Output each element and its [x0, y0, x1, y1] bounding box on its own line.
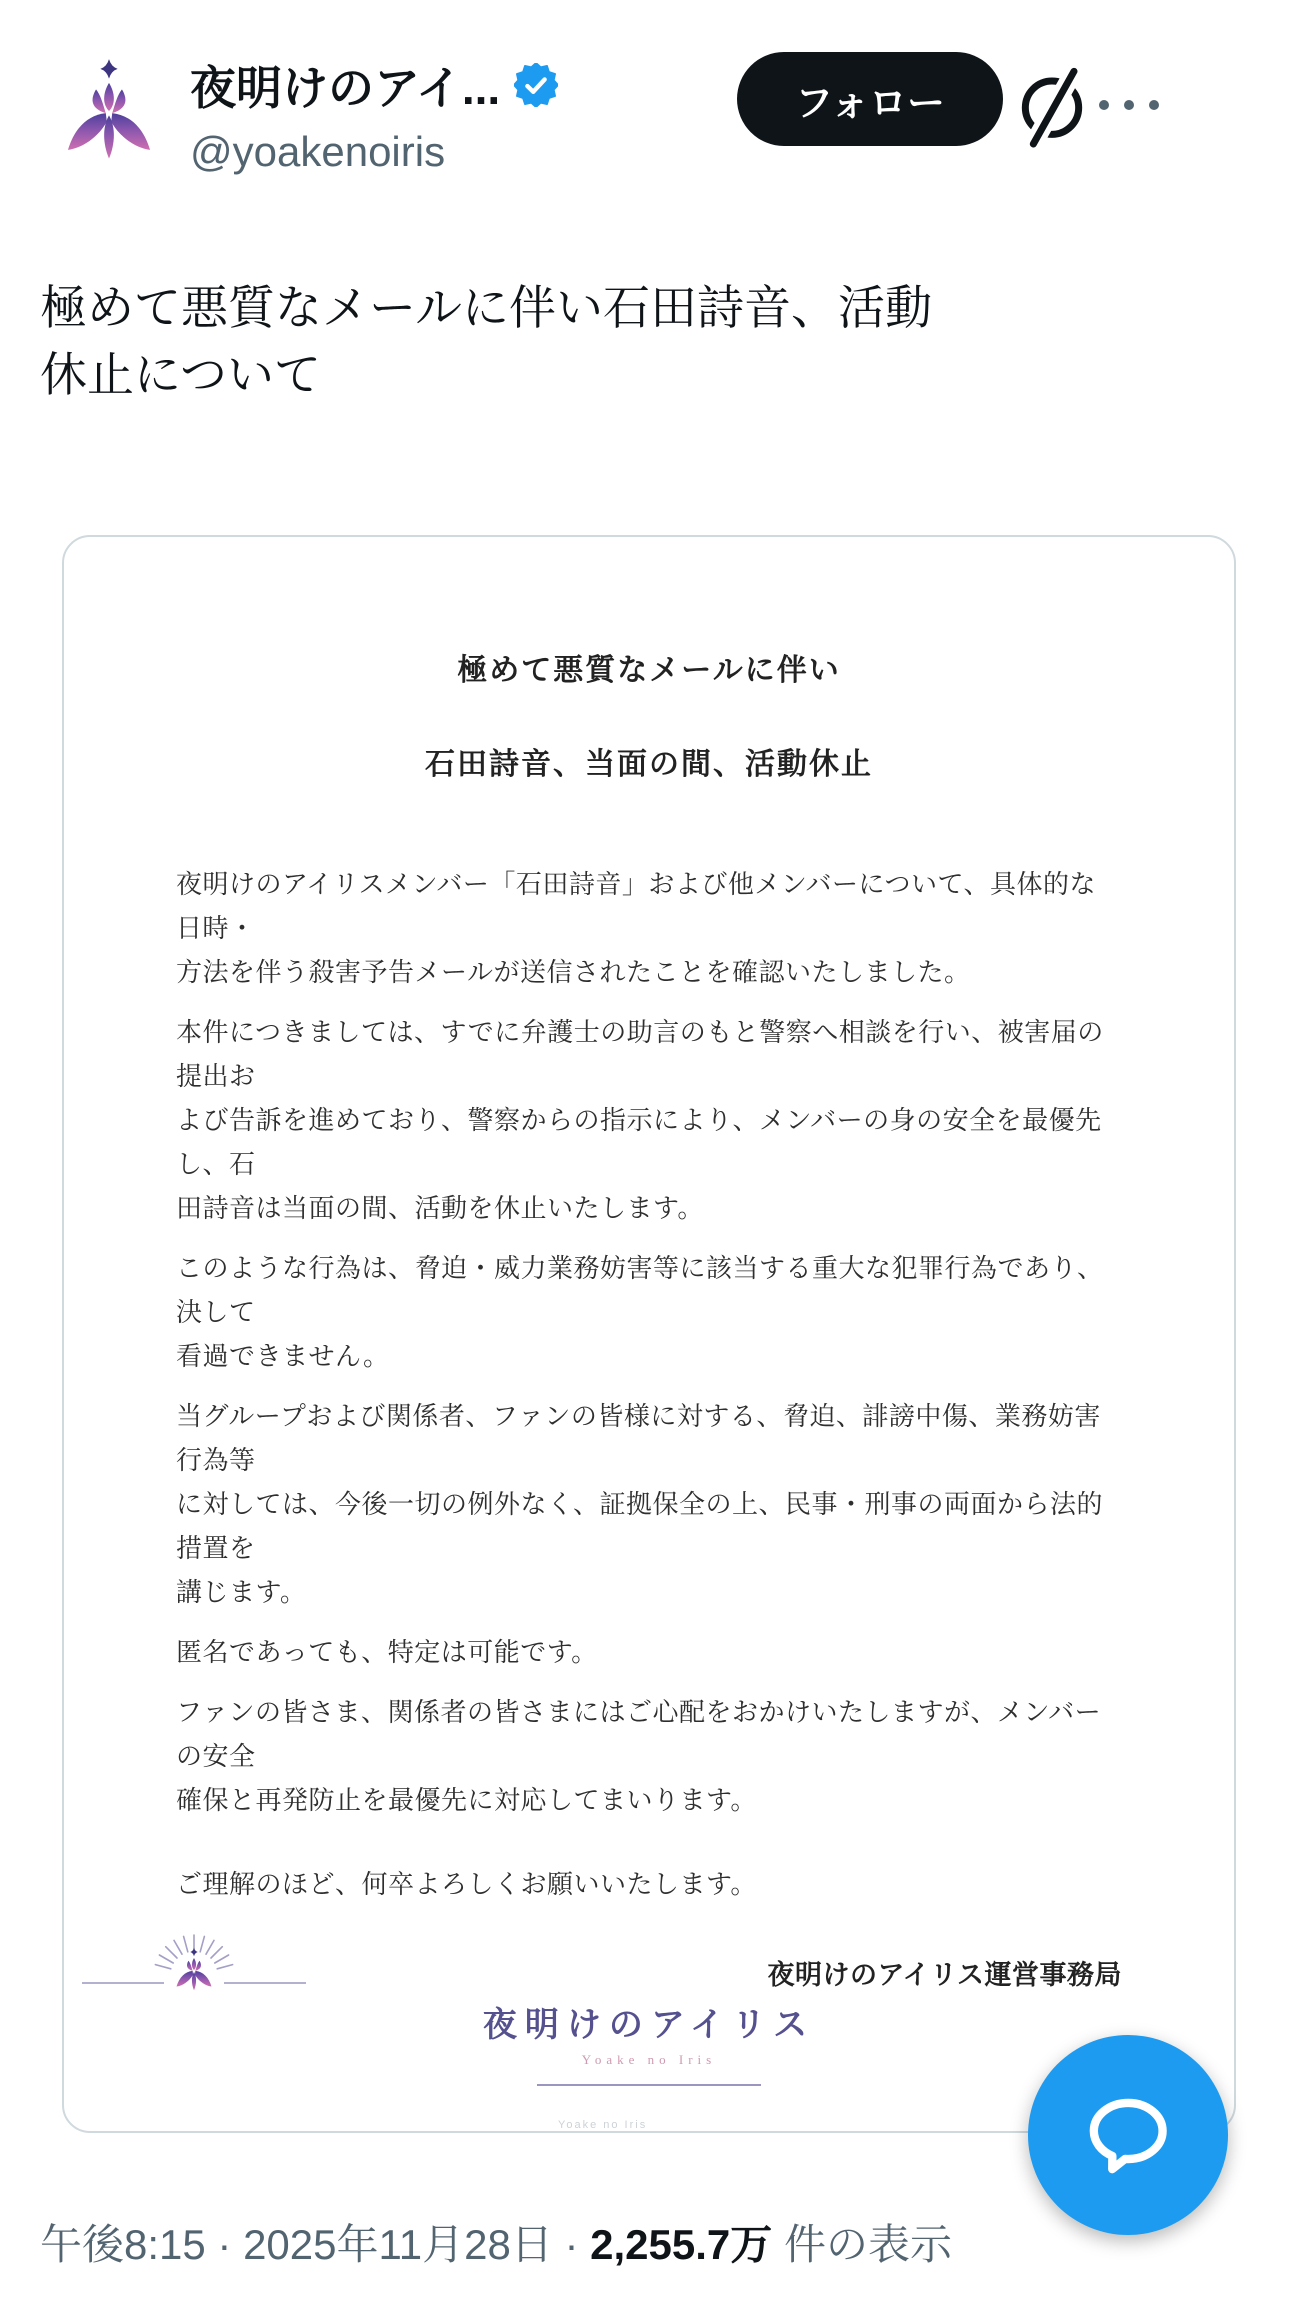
grok-icon	[1012, 62, 1092, 150]
tweet-meta	[40, 2212, 952, 2272]
document-paragraph	[176, 1631, 1122, 1675]
grok-button[interactable]	[1012, 62, 1092, 150]
document-signature: 夜明けのアイリス運営事務局	[767, 1960, 1122, 1990]
document-line: よび告訴を進めており、警察からの指示により、メンバーの身の安全を最優先し、石	[176, 1106, 1102, 1179]
document-line: 匿名であっても、特定は可能です。	[176, 1638, 598, 1667]
document-paragraph	[176, 1247, 1122, 1379]
document-line: 確保と再発防止を最優先に対応してまいります。	[176, 1786, 757, 1815]
logo-sunrise-iris-icon	[64, 1925, 324, 1995]
iris-flower-icon	[55, 57, 163, 165]
document-paragraph	[176, 1691, 1122, 1823]
views-label: 件の表示	[772, 2221, 952, 2268]
avatar[interactable]	[52, 54, 166, 168]
author-handle[interactable]: @yoakenoiris	[190, 128, 446, 175]
document-title-line-2: 石田詩音、当面の間、活動休止	[425, 748, 873, 781]
document-watermark: Yoake no Iris	[558, 2119, 648, 2131]
document-paragraph	[176, 1011, 1122, 1231]
follow-button[interactable]	[737, 52, 1003, 146]
tweet-text-line: 休止について	[40, 348, 322, 401]
document-line: 田詩音は当面の間、活動を休止いたします。	[176, 1194, 704, 1223]
more-options-button[interactable]	[1096, 92, 1166, 118]
display-name: 夜明けのアイ...	[190, 62, 501, 114]
document-paragraph	[176, 1863, 1122, 1907]
logo-subtitle: Yoake no Iris	[581, 2052, 717, 2067]
document-paragraph	[176, 1395, 1122, 1615]
time-and-date: 午後8:15 · 2025年11月28日 ·	[40, 2221, 591, 2268]
document-line: ファンの皆さま、関係者の皆さまにはご心配をおかけいたしますが、メンバーの安全	[176, 1698, 1102, 1771]
document-line: このような行為は、脅迫・威力業務妨害等に該当する重大な犯罪行為であり、決して	[176, 1254, 1104, 1327]
views-count: 2,255.7万	[590, 2221, 773, 2268]
attached-image-announcement[interactable]	[62, 535, 1236, 2133]
more-options-icon	[1096, 97, 1162, 113]
announcement-document	[64, 537, 1234, 2131]
grok-chat-fab[interactable]	[1028, 2035, 1228, 2235]
author-name-row[interactable]	[190, 56, 558, 114]
document-paragraph	[176, 863, 1122, 995]
logo-title: 夜明けのアイリス	[482, 2007, 816, 2044]
document-body	[176, 863, 1122, 1997]
tweet-text	[40, 274, 1265, 408]
document-line: 方法を伴う殺害予告メールが送信されたことを確認いたしました。	[176, 958, 971, 987]
chat-bubble-icon	[1078, 2085, 1178, 2185]
logo-divider	[537, 2084, 761, 2086]
document-line: 看過できません。	[176, 1342, 390, 1371]
document-paragraphs	[176, 863, 1122, 1907]
document-title-line-1: 極めて悪質なメールに伴い	[457, 654, 841, 687]
follow-button-label: フォロー	[794, 82, 946, 125]
document-line: 講じます。	[176, 1578, 307, 1607]
document-line: に対しては、今後一切の例外なく、証拠保全の上、民事・刑事の両面から法的措置を	[176, 1490, 1103, 1563]
document-line: 当グループおよび関係者、ファンの皆様に対する、脅迫、誹謗中傷、業務妨害行為等	[176, 1402, 1101, 1475]
tweet-text-line: 極めて悪質なメールに伴い石田詩音、活動	[40, 281, 933, 334]
document-line: 夜明けのアイリスメンバー「石田詩音」および他メンバーについて、具体的な日時・	[176, 870, 1096, 943]
verified-badge-icon	[514, 63, 558, 107]
document-line: ご理解のほど、何卒よろしくお願いいたします。	[176, 1870, 757, 1899]
document-line: 本件につきましては、すでに弁護士の助言のもと警察へ相談を行い、被害届の提出お	[176, 1018, 1104, 1091]
